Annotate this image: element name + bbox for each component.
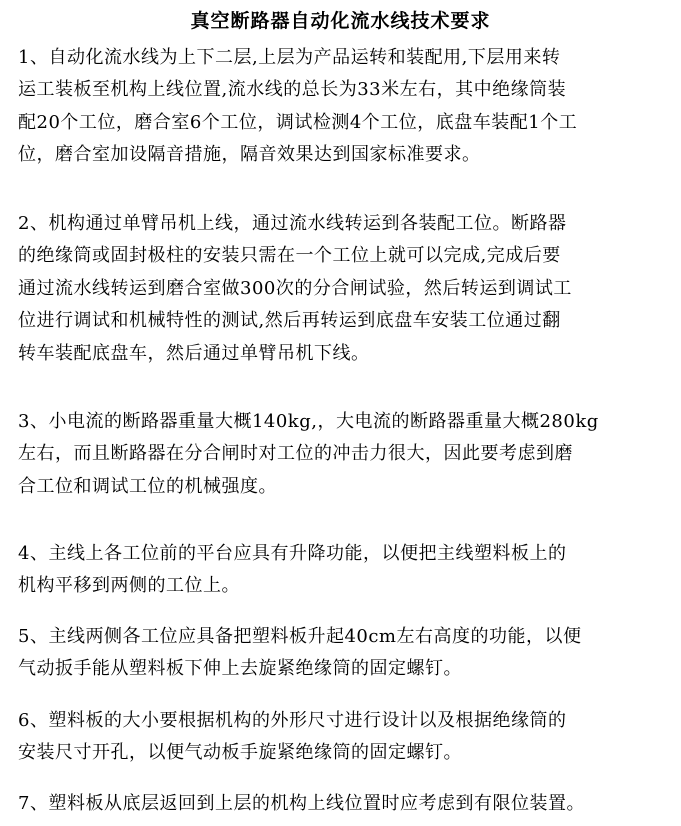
paragraph-line: 位，磨合室加设隔音措施，隔音效果达到国家标准要求。 (18, 144, 481, 166)
paragraph-line: 5、主线两侧各工位应具备把塑料板升起40cm左右高度的功能，以便 (18, 626, 582, 647)
paragraph-line: 位进行调试和机械特性的测试,然后再转运到底盘车安装工位通过翻 (18, 310, 561, 332)
paragraph-line: 2、机构通过单臂吊机上线，通过流水线转运到各装配工位。断路器 (18, 213, 567, 234)
document-title: 真空断路器自动化流水线技术要求 (190, 10, 491, 32)
paragraph-line: 气动扳手能从塑料板下伸上去旋紧绝缘筒的固定螺钉。 (18, 658, 462, 680)
paragraph-line: 1、自动化流水线为上下二层,上层为产品运转和装配用,下层用来转 (18, 47, 561, 68)
paragraph-line: 安装尺寸开孔，以便气动板手旋紧绝缘筒的固定螺钉。 (18, 742, 462, 764)
paragraph-line: 机构平移到两侧的工位上。 (18, 575, 240, 597)
paragraph-line: 合工位和调试工位的机械强度。 (18, 475, 277, 497)
requirement-item-5 (18, 621, 668, 686)
paragraph-line: 通过流水线转运到磨合室做300次的分合闸试验，然后转运到调试工 (18, 277, 572, 299)
paragraph-line: 运工装板至机构上线位置,流水线的总长为33米左右，其中绝缘筒装 (18, 79, 567, 101)
requirement-item-6 (18, 705, 668, 770)
paragraph-line: 3、小电流的断路器重量大概140kg,，大电流的断路器重量大概280kg (18, 411, 599, 432)
paragraph-line: 转车装配底盘车，然后通过单臂吊机下线。 (18, 342, 370, 364)
paragraph-line: 左右，而且断路器在分合闸时对工位的冲击力很大，因此要考虑到磨 (18, 443, 573, 465)
requirement-item-4 (18, 538, 668, 603)
requirement-item-7 (18, 788, 668, 820)
requirement-item-2 (18, 208, 668, 370)
paragraph-line: 4、主线上各工位前的平台应具有升降功能，以便把主线塑料板上的 (18, 543, 567, 564)
paragraph-line: 配20个工位，磨合室6个工位，调试检测4个工位，底盘车装配1个工 (18, 111, 578, 133)
paragraph-line: 7、塑料板从底层返回到上层的机构上线位置时应考虑到有限位装置。 (18, 793, 585, 814)
paragraph-line: 6、塑料板的大小要根据机构的外形尺寸进行设计以及根据绝缘筒的 (18, 710, 567, 731)
paragraph-line: 的绝缘筒或固封极柱的安装只需在一个工位上就可以完成,完成后要 (18, 245, 561, 267)
requirement-item-1 (18, 42, 668, 172)
requirement-item-3 (18, 406, 668, 503)
